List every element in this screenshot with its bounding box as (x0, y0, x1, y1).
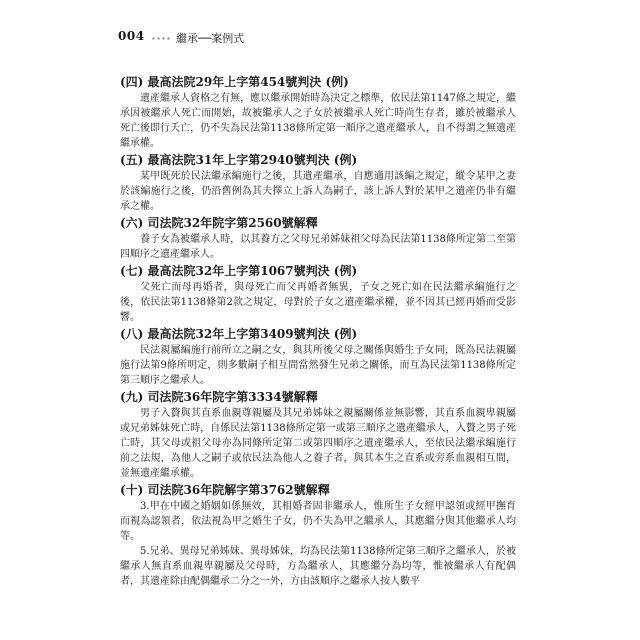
section-heading: (七) 最高法院32年上字第1067號判決 (例) (120, 264, 358, 278)
section-heading: (五) 最高法院31年上字第2940號判決 (例) (120, 153, 358, 167)
section-paragraph: 遺產繼承人資格之有無，應以繼承開始時為決定之標準，依民法第1147條之規定，繼承因被繼承人死亡而開始，故被繼承人之子女於被繼承人死亡時尚生存者，雖於被繼承人死亡後即行夭亡，仍不失為民法第1138條所定第一順序之遺產繼承人，自不得謂之無遺產繼承權。 (120, 93, 516, 149)
page-header (118, 26, 538, 48)
section-heading: (八) 最高法院32年上字第3409號判決 (例) (120, 327, 358, 341)
section-paragraph: 父死亡而母再婚者，與母死亡而父再婚者無異，子女之死亡如在民法繼承編施行之後，依民法第1138條第2款之規定，母對於子女之遺產繼承權，並不因其已經再婚而受影響。 (120, 282, 516, 323)
page-body (120, 74, 516, 590)
section-paragraph: 3.甲在中國之婚姻如係無效，其相婚者固非繼承人，惟所生子女經甲認領或經甲撫育而視為認領者，依法視為甲之婚生子女，仍不失為甲之繼承人，其應繼分與其他繼承人均等。 (120, 501, 516, 542)
section-paragraph: 5.兄弟、異母兄弟姊妹、異母姊妹，均為民法第1138條所定第三順序之繼承人，於被繼承人無直系血親卑親屬及父母時，方為繼承人，其應繼分為均等，惟被繼承人有配偶者，其遺產除由配偶繼承二分之一外，方由該順序之繼承人按人數平 (120, 546, 516, 587)
header-separator-dots (151, 37, 171, 40)
section-8 (120, 326, 516, 388)
section-6 (120, 215, 516, 262)
section-7 (120, 263, 516, 325)
section-heading: (四) 最高法院29年上字第454號判決 (例) (120, 75, 349, 89)
section-4 (120, 74, 516, 151)
section-heading: (六) 司法院32年院字第2560號解釋 (120, 216, 318, 230)
section-heading: (九) 司法院36年院字第3334號解釋 (120, 390, 318, 404)
section-10 (120, 482, 516, 589)
section-5 (120, 152, 516, 214)
section-paragraph: 養子女為被繼承人時，以其養方之父母兄弟姊妹祖父母為民法第1138條所定第二至第四順序之遺產繼承人。 (120, 234, 516, 260)
section-paragraph: 男子入贅與其直系血親尊親屬及其兄弟姊妹之親屬關係並無影響，其直系血親卑親屬或兄弟姊妹死亡時，自係民法第1138條所定第一或第三順序之遺產繼承人，入贅之男子死亡時，其父母或祖父母亦為同條所定第二或第四順序之遺產繼承人，至依民法繼承編施行前之法規，為他人之嗣子或依民法為他人之養子者，與其本生之直系或旁系血親相互間，並無遺產繼承權。 (120, 408, 516, 479)
section-paragraph: 民法親屬編施行前所立之嗣之女，與其所後父母之關係與婚生子女同，既為民法親屬施行法第9條所明定，則多數嗣子相互間當然發生兄弟之關係，而互為民法第1138條所定第三順序之繼承人。 (120, 345, 516, 386)
running-title: 繼承──案例式 (176, 32, 245, 45)
section-heading: (十) 司法院36年院解字第3762號解釋 (120, 483, 330, 497)
page-number: 004 (118, 29, 145, 43)
section-9 (120, 389, 516, 481)
section-paragraph: 某甲既死於民法繼承編施行之後，其遺產繼承，自應適用該編之規定，縱令某甲之妻於該編施行之後，仍沿舊例為其夫擇立上訴人為嗣子，該上訴人對於某甲之遺產仍非有繼承之權。 (120, 171, 516, 212)
